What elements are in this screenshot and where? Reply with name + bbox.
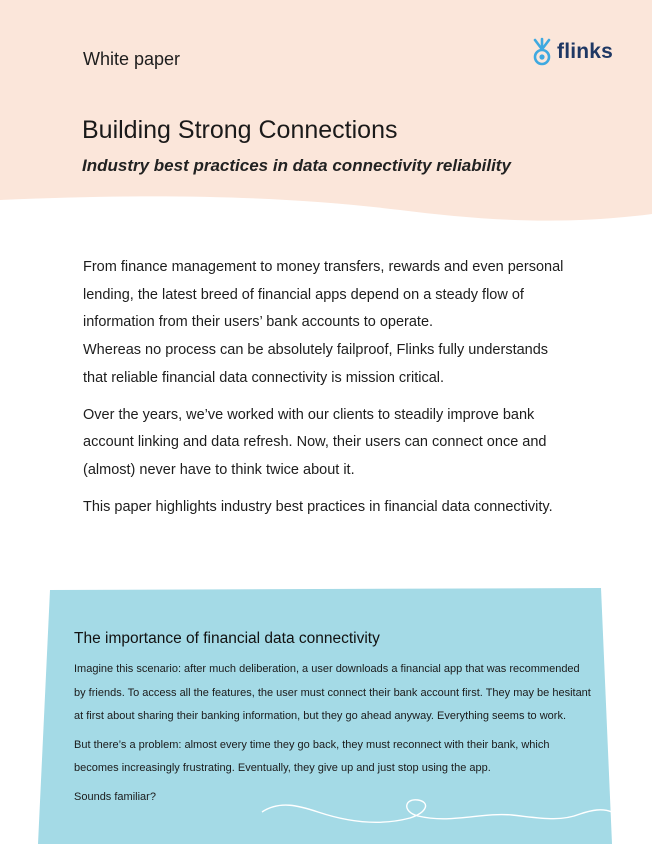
text-line: From finance management to money transfers, rewards and even personal bbox=[83, 259, 564, 275]
page-title: Building Strong Connections bbox=[82, 116, 398, 144]
text-line: This paper highlights industry best practices in financial data connectivity. bbox=[83, 498, 553, 515]
callout-title: The importance of financial data connectivity bbox=[74, 630, 380, 647]
callout-box bbox=[74, 630, 591, 814]
text-line: at first about sharing their banking information, but they go ahead anyway. Everything seems to work. bbox=[74, 710, 567, 722]
text-line: that reliable financial data connectivity is mission critical. bbox=[83, 369, 445, 386]
page-subtitle: Industry best practices in data connectivity reliability bbox=[82, 156, 511, 175]
text-line: information from their users’ bank accounts to operate. bbox=[83, 314, 434, 331]
flinks-logo-text: flinks bbox=[557, 40, 614, 63]
text-line: by friends. To access all the features, the user must connect their bank account first. They may be hesitant bbox=[74, 686, 591, 699]
intro-paragraph-2 bbox=[83, 402, 583, 485]
text-line: account linking and data refresh. Now, their users can connect once and bbox=[83, 434, 547, 451]
text-line: (almost) never have to think twice about it. bbox=[83, 461, 355, 478]
text-line: becomes increasingly frustrating. Eventually, they give up and just stop using the app. bbox=[74, 762, 491, 774]
peach-header-band bbox=[0, 0, 652, 221]
callout-paragraph-2 bbox=[74, 734, 574, 781]
flinks-leaf-logo-icon bbox=[530, 37, 554, 67]
callout-paragraph-1 bbox=[74, 658, 591, 729]
text-line: lending, the latest breed of financial apps depend on a steady flow of bbox=[83, 286, 524, 303]
intro-paragraph-3 bbox=[83, 494, 583, 522]
flinks-logo bbox=[530, 37, 613, 67]
intro-section bbox=[83, 254, 583, 530]
callout-paragraph-3 bbox=[74, 786, 574, 810]
text-line: Over the years, we’ve worked with our clients to steadily improve bank bbox=[83, 406, 535, 423]
intro-paragraph-1 bbox=[83, 254, 583, 393]
text-line: But there’s a problem: almost every time they go back, they must reconnect with their bank, which bbox=[74, 738, 550, 751]
text-line: Imagine this scenario: after much deliberation, a user downloads a financial app that was recommended bbox=[74, 663, 580, 675]
document-type-label: White paper bbox=[83, 49, 181, 69]
text-line: Sounds familiar? bbox=[74, 790, 156, 803]
text-line: Whereas no process can be absolutely failproof, Flinks fully understands bbox=[83, 342, 549, 359]
